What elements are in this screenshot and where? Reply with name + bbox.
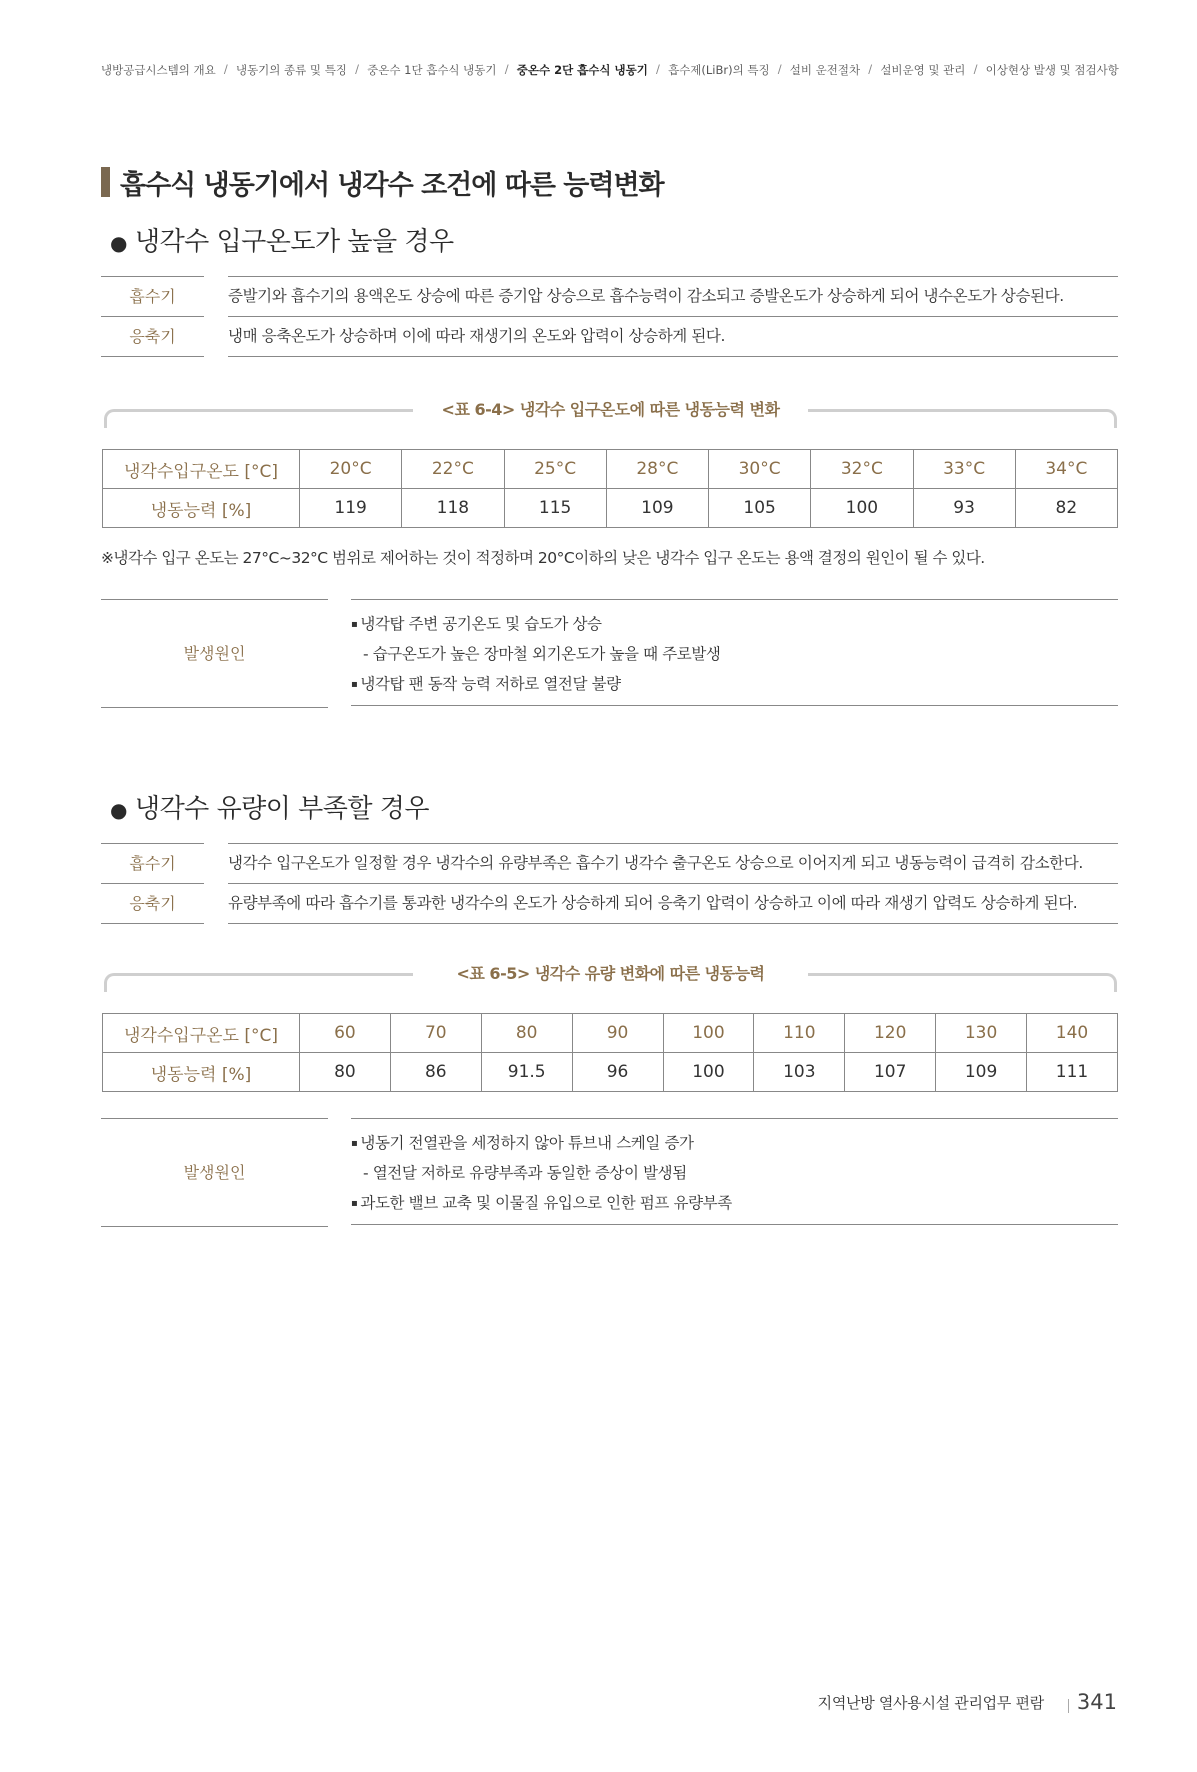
breadcrumb-item[interactable]: 이상현상 발생 및 점검사항 (985, 63, 1119, 77)
cause-line: ▪ 과도한 밸브 교축 및 이물질 유입으로 인한 펌프 유량부족 (351, 1194, 732, 1212)
table-cell: 140 (1027, 1014, 1118, 1053)
table-cell: 32°C (811, 450, 913, 489)
table-cell: 91.5 (481, 1053, 572, 1092)
table-6-4-caption (104, 391, 1117, 427)
bullet-icon: ● (110, 231, 127, 255)
breadcrumb-item[interactable]: 설비 운전절차 (789, 63, 861, 77)
section1-definitions (101, 276, 1118, 356)
cause-label: 발생원인 (101, 1118, 328, 1227)
table-cell: 100 (663, 1053, 754, 1092)
definition-row (101, 883, 1118, 923)
table-header-row (103, 450, 1118, 489)
table-cell: 60 (300, 1014, 391, 1053)
table-row (103, 489, 1118, 528)
definition-row (101, 843, 1118, 883)
row-label: 냉동능력 [%] (103, 1053, 300, 1092)
section2-heading-text: 냉각수 유량이 부족할 경우 (134, 794, 430, 824)
definition-desc: 냉매 응축온도가 상승하며 이에 따라 재생기의 온도와 압력이 상승하게 된다. (228, 316, 1118, 357)
bullet-icon: ● (110, 798, 127, 822)
breadcrumb-item[interactable]: 냉동기의 종류 및 특징 (235, 63, 347, 77)
table-cell: 34°C (1015, 450, 1117, 489)
table-caption-text: <표 6-4> 냉각수 입구온도에 따른 냉동능력 변화 (441, 400, 780, 419)
cause-body (351, 599, 1118, 706)
table-cell: 70 (390, 1014, 481, 1053)
table-cell: 20°C (300, 450, 402, 489)
cause-line: ▪ 냉각탑 팬 동작 능력 저하로 열전달 불량 (351, 675, 621, 693)
table-cell: 96 (572, 1053, 663, 1092)
cause-body (351, 1118, 1118, 1225)
table-cell: 100 (663, 1014, 754, 1053)
table-6-5 (102, 1013, 1118, 1092)
breadcrumb-item[interactable]: 설비운영 및 관리 (880, 63, 966, 77)
definition-row (101, 316, 1118, 356)
title-bar-marker (101, 167, 110, 197)
footer-divider (1068, 1699, 1069, 1713)
table-cell: 80 (481, 1014, 572, 1053)
breadcrumb-item[interactable]: 냉방공급시스템의 개요 (101, 63, 216, 77)
table-cell: 107 (845, 1053, 936, 1092)
table-cell: 28°C (606, 450, 708, 489)
definition-term: 응축기 (101, 883, 204, 924)
table-row (103, 1053, 1118, 1092)
table-note: ※냉각수 입구 온도는 27°C~32°C 범위로 제어하는 것이 적정하며 20°C이하의 낮은 냉각수 입구 온도는 용액 결정의 원인이 될 수 있다. (101, 549, 985, 567)
row-label: 냉각수입구온도 [°C] (103, 1014, 300, 1053)
cause-line: ▪ 냉각탑 주변 공기온도 및 습도가 상승 (351, 615, 602, 633)
definition-desc: 냉각수 입구온도가 일정할 경우 냉각수의 유량부족은 흡수기 냉각수 출구온도 상승으로 이어지게 되고 냉동능력이 급격히 감소한다. (228, 843, 1118, 883)
definition-desc: 증발기와 흡수기의 용액온도 상승에 따른 증기압 상승으로 흡수능력이 감소되고 증발온도가 상승하게 되어 냉수온도가 상승된다. (228, 276, 1118, 316)
row-label: 냉각수입구온도 [°C] (103, 450, 300, 489)
table-cell: 109 (936, 1053, 1027, 1092)
section2-definitions (101, 843, 1118, 923)
table-cell: 103 (754, 1053, 845, 1092)
table-cell: 86 (390, 1053, 481, 1092)
page-number: 341 (1076, 1690, 1117, 1714)
table-cell: 115 (504, 489, 606, 528)
row-label: 냉동능력 [%] (103, 489, 300, 528)
section2-cause (101, 1118, 1118, 1226)
page-title-text: 흡수식 냉동기에서 냉각수 조건에 따른 능력변화 (120, 169, 664, 201)
table-cell: 90 (572, 1014, 663, 1053)
cause-line: ▪ 냉동기 전열관을 세정하지 않아 튜브내 스케일 증가 (351, 1134, 694, 1152)
table-caption-text: <표 6-5> 냉각수 유량 변화에 따른 냉동능력 (456, 964, 765, 983)
table-6-4 (102, 449, 1118, 528)
cause-label: 발생원인 (101, 599, 328, 708)
definition-term: 응축기 (101, 316, 204, 357)
page-title (101, 163, 664, 201)
section1-heading (110, 221, 454, 258)
table-cell: 105 (709, 489, 811, 528)
table-cell: 93 (913, 489, 1015, 528)
section1-heading-text: 냉각수 입구온도가 높을 경우 (134, 227, 454, 257)
table-cell: 118 (402, 489, 504, 528)
definition-term: 흡수기 (101, 276, 204, 316)
table-cell: 82 (1015, 489, 1117, 528)
breadcrumb: 냉방공급시스템의 개요 / 냉동기의 종류 및 특징 / 중온수 1단 흡수식 냉동기 / 중온수 2단 흡수식 냉동기 / 흡수제(LiBr)의 특징 / 설비 운전절차 / 설비운영 및 관리 / 이상현상 발생 및 점검사항 (101, 62, 1119, 77)
breadcrumb-item[interactable]: 흡수제(LiBr)의 특징 (668, 63, 770, 77)
table-cell: 110 (754, 1014, 845, 1053)
table-cell: 25°C (504, 450, 606, 489)
table-cell: 22°C (402, 450, 504, 489)
table-cell: 119 (300, 489, 402, 528)
section2-heading (110, 788, 429, 825)
definition-row (101, 276, 1118, 316)
table-cell: 30°C (709, 450, 811, 489)
breadcrumb-item[interactable]: 중온수 1단 흡수식 냉동기 (367, 63, 497, 77)
table-header-row (103, 1014, 1118, 1053)
breadcrumb-item-active[interactable]: 중온수 2단 흡수식 냉동기 (516, 63, 648, 77)
footer-title: 지역난방 열사용시설 관리업무 편람 (817, 1693, 1044, 1712)
definition-term: 흡수기 (101, 843, 204, 883)
table-cell: 109 (606, 489, 708, 528)
page-footer (818, 1690, 1117, 1714)
table-cell: 80 (300, 1053, 391, 1092)
table-cell: 130 (936, 1014, 1027, 1053)
definition-desc: 유량부족에 따라 흡수기를 통과한 냉각수의 온도가 상승하게 되어 응축기 압력이 상승하고 이에 따라 재생기 압력도 상승하게 된다. (228, 883, 1118, 924)
table-cell: 100 (811, 489, 913, 528)
table-cell: 120 (845, 1014, 936, 1053)
table-cell: 111 (1027, 1053, 1118, 1092)
cause-line: - 열전달 저하로 유량부족과 동일한 증상이 발생됨 (363, 1164, 687, 1182)
table-cell: 33°C (913, 450, 1015, 489)
table-6-5-caption (104, 955, 1117, 991)
cause-line: - 습구온도가 높은 장마철 외기온도가 높을 때 주로발생 (363, 645, 721, 663)
section1-cause (101, 599, 1118, 707)
